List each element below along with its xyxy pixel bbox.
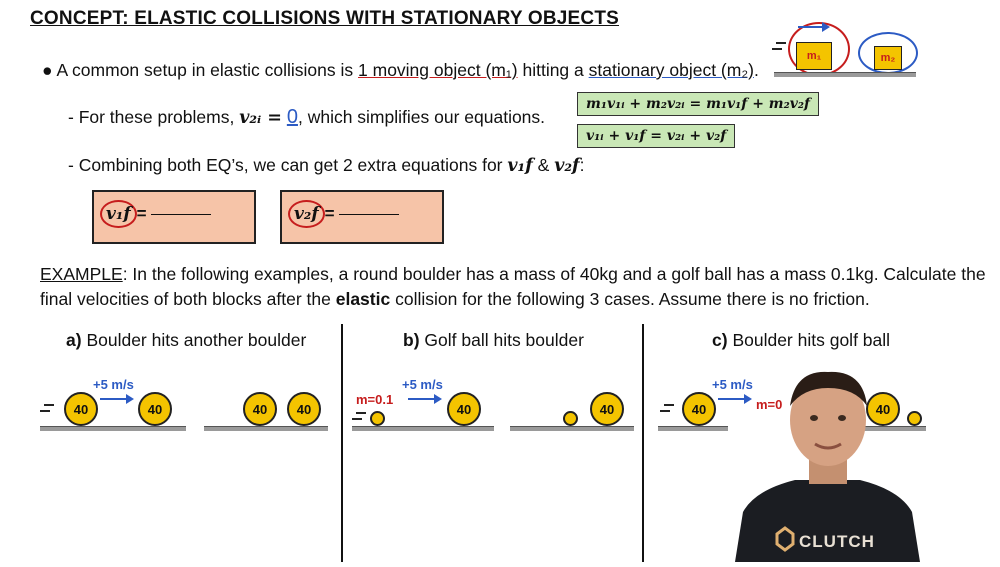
line3-colon: : bbox=[579, 155, 585, 175]
motion-line-icon bbox=[356, 412, 366, 414]
amp-text: & bbox=[537, 155, 550, 175]
bullet-line bbox=[42, 60, 759, 81]
case-c-label: Boulder hits golf ball bbox=[732, 330, 891, 350]
case-a-ground-after bbox=[204, 426, 328, 431]
v1f-variable: v₁f bbox=[507, 156, 533, 176]
column-divider bbox=[341, 324, 343, 562]
v2f-variable: v₂f bbox=[554, 156, 580, 176]
case-c-mass-label: m=0 bbox=[756, 397, 783, 412]
v2f-box-variable: v₂f bbox=[288, 200, 325, 228]
velocity-equation: v₁ᵢ + v₁f = v₂ᵢ + v₂f bbox=[577, 124, 735, 148]
v2f-equals: = bbox=[324, 204, 335, 223]
case-b-boulder: 40 bbox=[447, 392, 481, 426]
case-c-letter: c) bbox=[712, 330, 728, 350]
stationary-object-text: stationary object (m₂) bbox=[588, 60, 754, 80]
bullet-text-middle: hitting a bbox=[522, 60, 584, 80]
case-a-arrow-icon bbox=[100, 398, 128, 400]
ground-line bbox=[774, 72, 916, 77]
line-combining bbox=[68, 155, 584, 176]
blocks-diagram bbox=[770, 14, 920, 80]
v1f-answer-box bbox=[92, 190, 256, 244]
m1-arrow-icon bbox=[798, 26, 824, 28]
case-b-golf-ball bbox=[370, 411, 385, 426]
line-v2i bbox=[68, 106, 545, 129]
bullet-mark: ● bbox=[42, 60, 53, 80]
motion-line-icon bbox=[664, 404, 674, 406]
shirt-logo-text: CLUTCH bbox=[799, 532, 875, 551]
presenter-video bbox=[715, 362, 940, 562]
example-line-2 bbox=[40, 289, 870, 310]
case-b-label: Golf ball hits boulder bbox=[424, 330, 584, 350]
case-c-boulder-after: 40 bbox=[866, 392, 900, 426]
v2i-variable: v₂ᵢ = bbox=[239, 108, 282, 128]
case-a-boulder-2: 40 bbox=[138, 392, 172, 426]
v1f-box-variable: v₁f bbox=[100, 200, 137, 228]
motion-line-icon bbox=[40, 410, 50, 412]
v2f-blank-line bbox=[339, 214, 399, 215]
case-c-velocity: +5 m/s bbox=[712, 377, 753, 392]
case-c-heading bbox=[712, 330, 890, 351]
case-b-letter: b) bbox=[403, 330, 420, 350]
example-text-2-before: final velocities of both blocks after the bbox=[40, 289, 331, 309]
case-b-boulder-after: 40 bbox=[590, 392, 624, 426]
example-text-2-after: collision for the following 3 cases. Assume there is no friction. bbox=[395, 289, 870, 309]
motion-line-icon bbox=[772, 48, 782, 50]
case-b-ground-before bbox=[352, 426, 494, 431]
v2f-answer-box bbox=[280, 190, 444, 244]
example-text-2-bold: elastic bbox=[335, 289, 391, 309]
m2-block: m₂ bbox=[874, 46, 902, 70]
case-b-golf-ball-after bbox=[563, 411, 578, 426]
moving-object-text: 1 moving object (m₁) bbox=[358, 60, 518, 80]
case-c-boulder: 40 bbox=[682, 392, 716, 426]
case-a-letter: a) bbox=[66, 330, 82, 350]
column-divider bbox=[642, 324, 644, 562]
bullet-text-before: A common setup in elastic collisions is bbox=[56, 60, 354, 80]
case-a-boulder-after-2: 40 bbox=[287, 392, 321, 426]
motion-line-icon bbox=[776, 42, 786, 44]
line3-before: - Combining both EQ’s, we can get 2 extra equations for bbox=[68, 155, 503, 175]
line2-before: - For these problems, bbox=[68, 107, 235, 127]
case-a-velocity: +5 m/s bbox=[93, 377, 134, 392]
case-b-arrow-icon bbox=[408, 398, 436, 400]
case-b-ground-after bbox=[510, 426, 634, 431]
zero-handwritten: 0 bbox=[286, 106, 298, 128]
case-a-boulder-after-1: 40 bbox=[243, 392, 277, 426]
case-b-velocity: +5 m/s bbox=[402, 377, 443, 392]
example-line-1 bbox=[40, 264, 986, 285]
page-title: CONCEPT: ELASTIC COLLISIONS WITH STATIONARY OBJECTS bbox=[30, 8, 620, 29]
case-a-heading bbox=[66, 330, 306, 351]
case-b-mass-label: m=0.1 bbox=[356, 392, 394, 407]
example-label: EXAMPLE bbox=[40, 264, 123, 284]
motion-line-icon bbox=[352, 418, 362, 420]
case-a-boulder-1: 40 bbox=[64, 392, 98, 426]
m1-block: m₁ bbox=[796, 42, 832, 70]
v1f-blank-line bbox=[151, 214, 211, 215]
example-text-1: : In the following examples, a round boulder has a mass of 40kg and a golf ball has a mass 0.1kg. Calculate the bbox=[122, 264, 986, 284]
case-a-ground-before bbox=[40, 426, 186, 431]
line2-after: , which simplifies our equations. bbox=[297, 107, 546, 127]
bullet-text-end: . bbox=[753, 60, 759, 80]
case-b-heading bbox=[403, 330, 584, 351]
motion-line-icon bbox=[44, 404, 54, 406]
v1f-equals: = bbox=[136, 204, 147, 223]
case-a-label: Boulder hits another boulder bbox=[86, 330, 307, 350]
momentum-equation: m₁v₁ᵢ + m₂v₂ᵢ = m₁v₁f + m₂v₂f bbox=[577, 92, 819, 116]
motion-line-icon bbox=[660, 410, 670, 412]
